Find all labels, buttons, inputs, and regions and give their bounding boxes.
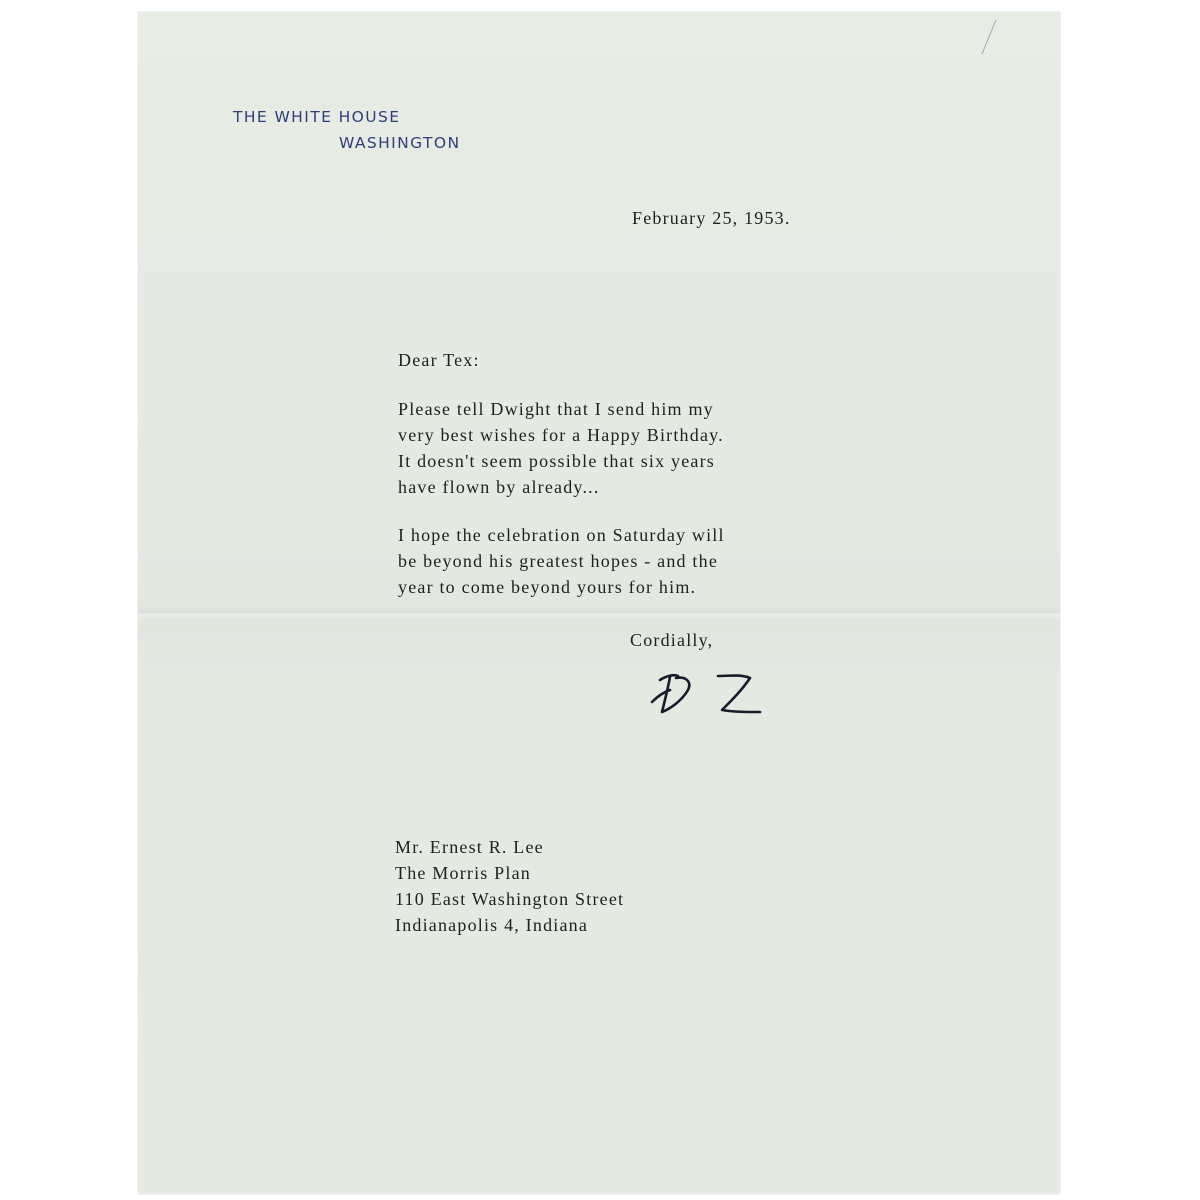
- letter-date: February 25, 1953.: [632, 208, 791, 228]
- letterhead-title: THE WHITE HOUSE: [233, 108, 401, 126]
- body-line: I hope the celebration on Saturday will: [398, 525, 725, 545]
- address-line: The Morris Plan: [395, 863, 531, 883]
- body-line: have flown by already...: [398, 477, 600, 497]
- paper-fold-line: [138, 606, 1060, 620]
- address-line: 110 East Washington Street: [395, 889, 625, 909]
- letterhead-city: WASHINGTON: [339, 134, 461, 152]
- pencil-mark-icon: [976, 18, 1000, 58]
- body-line: Please tell Dwight that I send him my: [398, 399, 714, 419]
- closing: Cordially,: [630, 630, 714, 650]
- body-line: year to come beyond yours for him.: [398, 577, 697, 597]
- body-paragraph-1: [398, 396, 724, 500]
- handwritten-signature-icon: [648, 662, 768, 726]
- letter-sheet: [138, 12, 1060, 1194]
- address-line: Mr. Ernest R. Lee: [395, 837, 544, 857]
- body-paragraph-2: [398, 522, 725, 600]
- salutation: Dear Tex:: [398, 350, 480, 370]
- recipient-address: [395, 834, 624, 938]
- address-line: Indianapolis 4, Indiana: [395, 915, 589, 935]
- body-line: It doesn't seem possible that six years: [398, 451, 715, 471]
- body-line: very best wishes for a Happy Birthday.: [398, 425, 724, 445]
- body-line: be beyond his greatest hopes - and the: [398, 551, 719, 571]
